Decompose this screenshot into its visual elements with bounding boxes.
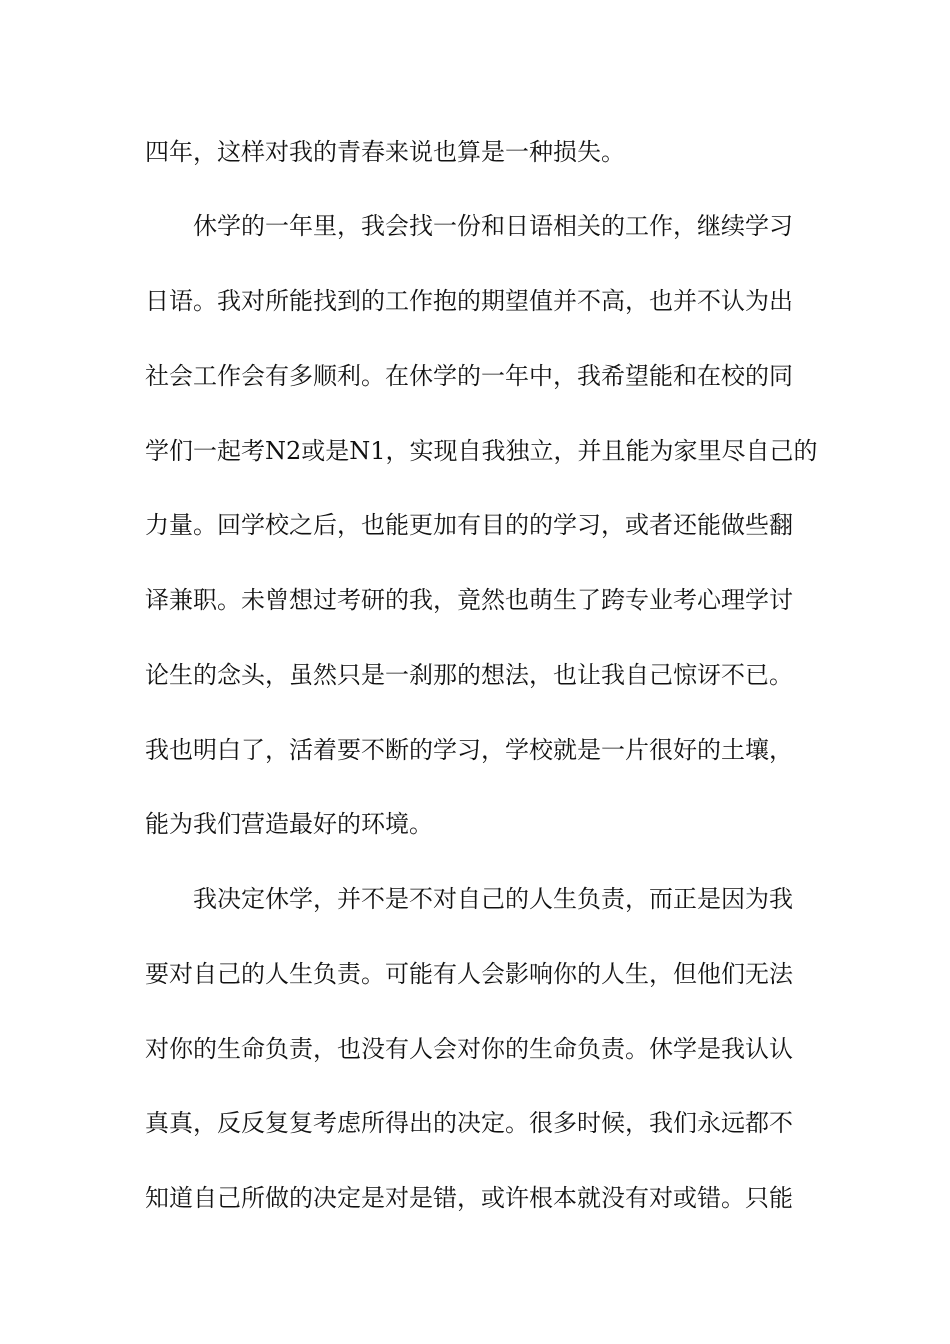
paragraph-2-line-3: 社会工作会有多顺利。在休学的一年中，我希望能和在校的同 — [145, 362, 793, 390]
paragraph-2-line-4: 学们一起考N2或是N1，实现自我独立，并且能为家里尽自己的 — [145, 437, 818, 465]
paragraph-2-line-1: 休学的一年里，我会找一份和日语相关的工作，继续学习 — [193, 212, 793, 240]
paragraph-3-line-3: 对你的生命负责，也没有人会对你的生命负责。休学是我认认 — [145, 1035, 793, 1063]
paragraph-2-line-2: 日语。我对所能找到的工作抱的期望值并不高，也并不认为出 — [145, 287, 793, 315]
paragraph-3-line-1: 我决定休学，并不是不对自己的人生负责，而正是因为我 — [193, 885, 793, 913]
paragraph-2-line-9: 能为我们营造最好的环境。 — [145, 810, 433, 838]
paragraph-2-line-5: 力量。回学校之后，也能更加有目的的学习，或者还能做些翻 — [145, 511, 793, 539]
paragraph-2-line-6: 译兼职。未曾想过考研的我，竟然也萌生了跨专业考心理学讨 — [145, 586, 793, 614]
text-line-1: 四年，这样对我的青春来说也算是一种损失。 — [145, 138, 625, 166]
paragraph-2-line-8: 我也明白了，活着要不断的学习，学校就是一片很好的土壤， — [145, 736, 793, 764]
paragraph-3-line-4: 真真，反反复复考虑所得出的决定。很多时候，我们永远都不 — [145, 1109, 793, 1137]
paragraph-2-line-7: 论生的念头，虽然只是一刹那的想法，也让我自己惊讶不已。 — [145, 661, 793, 689]
paragraph-3-line-2: 要对自己的人生负责。可能有人会影响你的人生，但他们无法 — [145, 960, 793, 988]
paragraph-3-line-5: 知道自己所做的决定是对是错，或许根本就没有对或错。只能 — [145, 1184, 793, 1212]
